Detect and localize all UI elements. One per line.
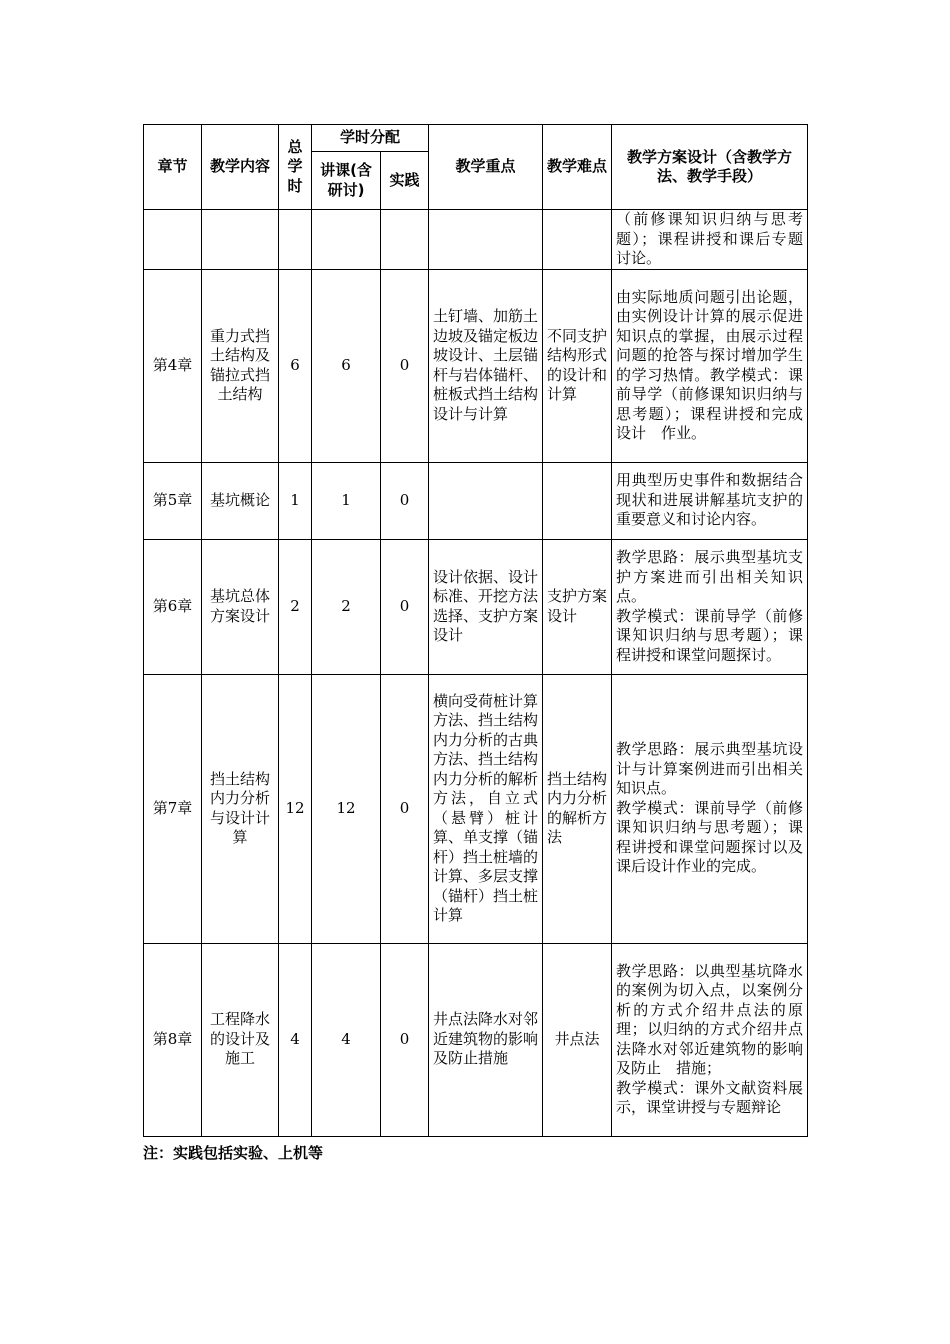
cell-lecture: 1 (312, 462, 381, 539)
cell-practice: 0 (381, 943, 429, 1136)
cell-lecture: 6 (312, 269, 381, 462)
cell-lecture (312, 210, 381, 270)
header-difficulties: 教学难点 (543, 125, 612, 210)
cell-plan: （前修课知识归纳与思考题）；课程讲授和课后专题讨论。 (612, 210, 808, 270)
cell-content: 工程降水的设计及施工 (202, 943, 279, 1136)
cell-total (279, 210, 312, 270)
cell-key-points: 设计依据、设计标准、开挖方法选择、支护方案设计 (429, 539, 543, 674)
cell-practice: 0 (381, 674, 429, 943)
cell-key-points: 横向受荷桩计算方法、挡土结构内力分析的古典方法、挡土结构内力分析的解析方法，自立式（悬臂）桩计算、单支撑（锚杆）挡土桩墙的计算、多层支撑（锚杆）挡土桩计算 (429, 674, 543, 943)
cell-chapter: 第5章 (144, 462, 202, 539)
cell-key-points: 土钉墙、加筋土边坡及锚定板边坡设计、土层锚杆与岩体锚杆、桩板式挡土结构设计与计算 (429, 269, 543, 462)
table-row (144, 674, 808, 943)
cell-practice (381, 210, 429, 270)
cell-plan: 教学思路：以典型基坑降水的案例为切入点，以案例分析的方式介绍井点法的原理；以归纳的方式介绍井点法降水对邻近建筑物的影响及防止 措施； 教学模式：课外文献资料展示，课堂讲授与专题辩论 (612, 943, 808, 1136)
cell-plan: 教学思路：展示典型基坑设计与计算案例进而引出相关知识点。 教学模式：课前导学（前修课知识归纳与思考题）；课程讲授和课堂问题探讨以及课后设计作业的完成。 (612, 674, 808, 943)
cell-difficulties: 支护方案设计 (543, 539, 612, 674)
cell-lecture: 4 (312, 943, 381, 1136)
cell-plan: 教学思路：展示典型基坑支护方案进而引出相关知识点。 教学模式：课前导学（前修课知识归纳与思考题）；课程讲授和课堂问题探讨。 (612, 539, 808, 674)
cell-content: 基坑概论 (202, 462, 279, 539)
table-row (144, 539, 808, 674)
syllabus-table (143, 124, 808, 1137)
table-row (144, 943, 808, 1136)
header-lecture: 讲课(含研讨) (312, 152, 381, 210)
header-key-points: 教学重点 (429, 125, 543, 210)
header-hour-distribution: 学时分配 (312, 125, 429, 152)
cell-content: 挡土结构内力分析与设计计算 (202, 674, 279, 943)
cell-plan: 由实际地质问题引出论题，由实例设计计算的展示促进知识点的掌握，由展示过程问题的抢答与探讨增加学生的学习热情。教学模式：课前导学（前修课知识归纳与思考题）；课程讲授和完成设计 作业。 (612, 269, 808, 462)
cell-content (202, 210, 279, 270)
table-row (144, 269, 808, 462)
table-row (144, 210, 808, 270)
cell-chapter (144, 210, 202, 270)
cell-lecture: 12 (312, 674, 381, 943)
cell-content: 基坑总体方案设计 (202, 539, 279, 674)
cell-chapter: 第7章 (144, 674, 202, 943)
cell-difficulties: 不同支护结构形式的设计和计算 (543, 269, 612, 462)
header-chapter: 章节 (144, 125, 202, 210)
table-row (144, 462, 808, 539)
cell-difficulties: 井点法 (543, 943, 612, 1136)
cell-total: 4 (279, 943, 312, 1136)
cell-practice: 0 (381, 269, 429, 462)
cell-chapter: 第8章 (144, 943, 202, 1136)
table-header (144, 125, 808, 210)
header-plan: 教学方案设计（含教学方法、教学手段） (612, 125, 808, 210)
cell-practice: 0 (381, 539, 429, 674)
cell-difficulties (543, 210, 612, 270)
header-total-hours: 总学时 (279, 125, 312, 210)
cell-chapter: 第4章 (144, 269, 202, 462)
cell-total: 2 (279, 539, 312, 674)
cell-plan: 用典型历史事件和数据结合现状和进展讲解基坑支护的重要意义和讨论内容。 (612, 462, 808, 539)
cell-key-points (429, 210, 543, 270)
table-body (144, 210, 808, 1137)
cell-key-points (429, 462, 543, 539)
cell-total: 1 (279, 462, 312, 539)
header-practice: 实践 (381, 152, 429, 210)
cell-total: 12 (279, 674, 312, 943)
footnote: 注：实践包括实验、上机等 (143, 1144, 324, 1162)
cell-key-points: 井点法降水对邻近建筑物的影响及防止措施 (429, 943, 543, 1136)
header-content: 教学内容 (202, 125, 279, 210)
cell-practice: 0 (381, 462, 429, 539)
cell-difficulties (543, 462, 612, 539)
cell-total: 6 (279, 269, 312, 462)
cell-chapter: 第6章 (144, 539, 202, 674)
cell-difficulties: 挡土结构内力分析的解析方法 (543, 674, 612, 943)
cell-content: 重力式挡土结构及锚拉式挡土结构 (202, 269, 279, 462)
cell-lecture: 2 (312, 539, 381, 674)
